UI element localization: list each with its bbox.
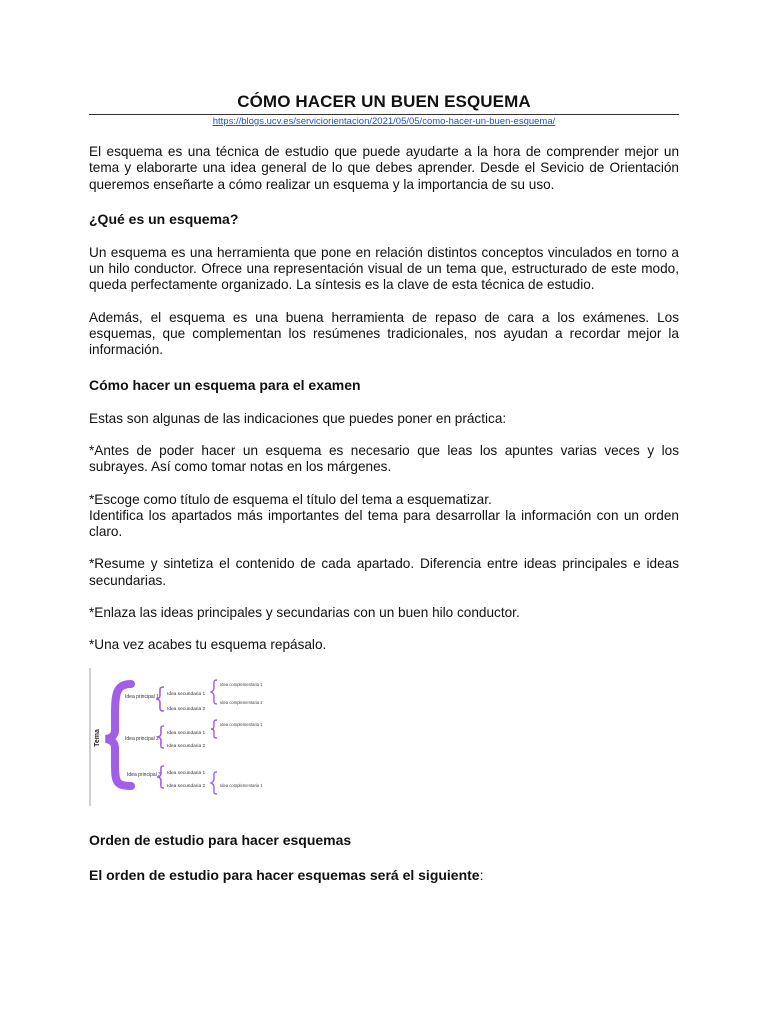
- diagram-root-label: Tema: [94, 728, 101, 747]
- brace-secundaria-1-icon: [211, 680, 217, 704]
- idea-complementaria-2-1: Idea complementaria 1: [220, 721, 263, 727]
- tip-review: *Una vez acabes tu esquema repásalo.: [89, 637, 327, 653]
- idea-principal-3: Idea principal 3: [127, 771, 161, 778]
- tip-link-ideas: *Enlaza las ideas principales y secundarias con un buen hilo conductor.: [89, 605, 520, 621]
- idea-principal-1: Idea principal 1: [125, 693, 159, 700]
- title-divider: [89, 114, 679, 115]
- document-content: [89, 92, 679, 884]
- paragraph-definition: Un esquema es una herramienta que pone en relación distintos conceptos vinculados en torno a un hilo conductor. Ofrece una representación visual de un tema que, estructurado de este modo, queda perfectamente organizado. La síntesis es la clave de esta técnica de estudio.: [89, 244, 679, 293]
- idea-principal-2: Idea principal 2: [125, 735, 159, 742]
- section-subheading-study-order: [89, 867, 679, 884]
- tip-read-underline: *Antes de poder hacer un esquema es necesario que leas los apuntes varias veces y los subrayes. Así como tomar notas en los márgenes.: [89, 442, 679, 475]
- idea-complementaria-1-1: Idea complementaria 1: [220, 681, 263, 687]
- scheme-diagram: [89, 668, 269, 806]
- brace-secundaria-3-icon: [211, 772, 217, 794]
- paragraph-review: Además, el esquema es una buena herramienta de repaso de cara a los exámenes. Los esquemas, que complementan los resúmenes tradicionales, nos ayudan a recordar mejor la información.: [89, 309, 679, 358]
- brace-principal-2-icon: [157, 726, 164, 748]
- subheading-text: El orden de estudio para hacer esquemas será el siguiente: [89, 866, 480, 883]
- idea-secundaria-1-2: Idea secundaria 2: [167, 706, 206, 712]
- section-heading-what-is: ¿Qué es un esquema?: [89, 210, 239, 227]
- paragraph-tips-intro: Estas son algunas de las indicaciones que puedes poner en práctica:: [89, 410, 507, 426]
- scheme-diagram-svg: [89, 668, 269, 806]
- tip-sections: Identifica los apartados más importantes del tema para desarrollar la información con un orden claro.: [89, 507, 679, 540]
- tip-summarize: *Resume y sintetiza el contenido de cada apartado. Diferencia entre ideas principales e ideas secundarias.: [89, 556, 679, 588]
- idea-secundaria-2-1: Idea secundaria 1: [167, 730, 206, 736]
- document-title: CÓMO HACER UN BUEN ESQUEMA: [237, 92, 531, 111]
- brace-principal-1-icon: [156, 687, 164, 711]
- idea-complementaria-1-2: Idea complementaria 2: [220, 699, 263, 705]
- idea-secundaria-1-1: Idea secundaria 1: [167, 691, 206, 697]
- section-heading-how-to: Cómo hacer un esquema para el examen: [89, 376, 361, 393]
- tip-title: *Escoge como título de esquema el título del tema a esquematizar.: [89, 491, 492, 507]
- subheading-colon: :: [479, 866, 484, 883]
- idea-secundaria-2-2: Idea secundaria 2: [167, 743, 206, 749]
- idea-complementaria-3-1: Idea complementaria 1: [220, 782, 263, 788]
- idea-secundaria-3-2: Idea secundaria 2: [167, 783, 206, 789]
- source-link[interactable]: https://blogs.ucv.es/serviciorientacion/2021/05/05/como-hacer-un-buen-esquema/: [212, 116, 556, 127]
- section-heading-study-order: Orden de estudio para hacer esquemas: [89, 831, 352, 848]
- intro-paragraph: El esquema es una técnica de estudio que puede ayudarte a la hora de comprender mejor un tema y elaborarte una idea general de lo que debes aprender. Desde el Sevicio de Orientación queremos enseñarte a cómo realizar un esquema y la importancia de su uso.: [89, 144, 679, 192]
- idea-secundaria-3-1: Idea secundaria 1: [167, 770, 206, 776]
- brace-secundaria-2-icon: [211, 720, 217, 738]
